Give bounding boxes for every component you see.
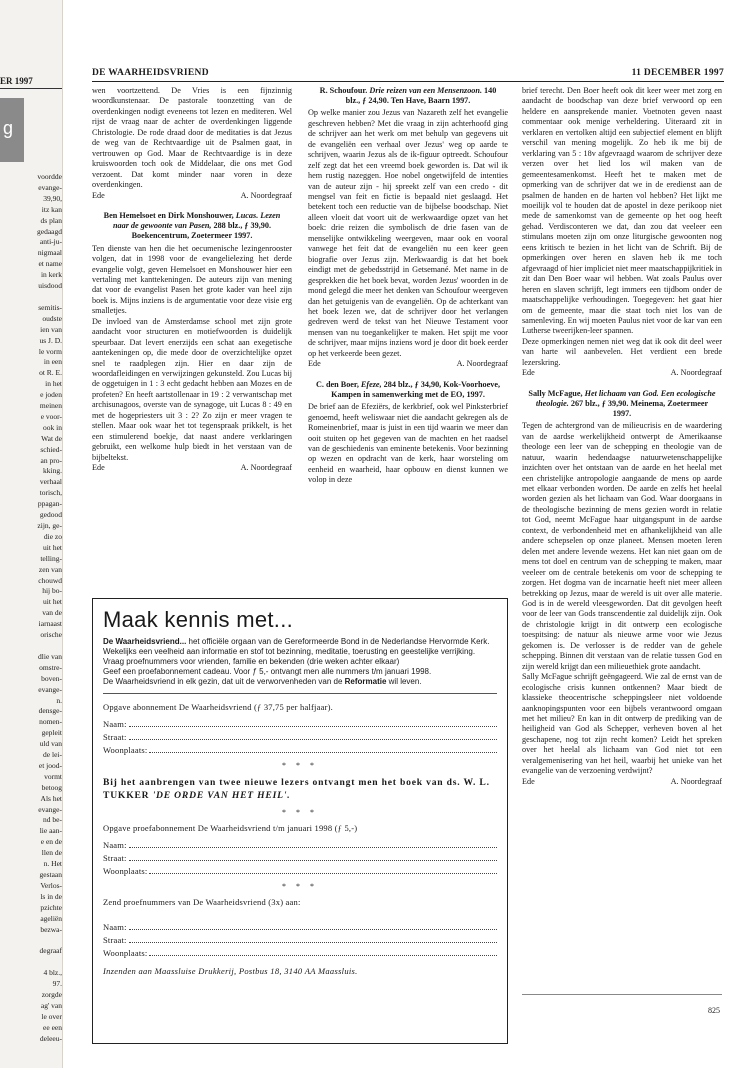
review-book-info: 267 blz., ƒ 39,90. Meinema, Zoetermeer 1997. <box>570 398 709 419</box>
review-author: C. den Boer, <box>315 379 359 389</box>
previous-page-line: pzichte <box>40 902 62 912</box>
review-book-info: 284 blz., ƒ 34,90, Kok-Voorhoeve, Kampen in samenwerking met de EO, 1997. <box>331 379 501 399</box>
signature-place: Ede <box>308 359 321 369</box>
previous-page-line: schied- <box>40 444 62 454</box>
previous-page-line: voordde <box>37 172 62 181</box>
previous-page-line: Wat de <box>41 433 62 443</box>
signature-author: A. Noordegraaf <box>670 776 722 786</box>
sample-form-title: Zend proefnummers van De Waarheidsvriend (3x) aan: <box>103 897 301 907</box>
previous-page-line: uld van <box>39 739 62 749</box>
previous-page-line: Als het <box>40 793 62 803</box>
field-label: Naam: <box>103 719 127 729</box>
previous-page-glyph: g <box>3 118 14 138</box>
ad-title: Maak kennis met... <box>103 607 294 632</box>
previous-page-line: semitis- <box>38 302 62 312</box>
name-field[interactable] <box>103 919 497 932</box>
previous-page-line: zen van <box>38 564 62 574</box>
review-paragraph: wen voortzettend. De Vries is een fijnzinnig woordkunstenaar. De pastorale toonzetting van de overdenkingen nodigt eveneens tot lezen en mediteren. Wel rijst de vraag naar de achter de overdenkingen liggende Christologie. De rode draad door de meditaties is dat Jezus de weg van de Rechtvaardige uit de Psalmen gaat, in vertrouwen op God. Maar de Rechtvaardige is in deze kruiswoorden toch ook de Middelaar, die ons met God verzoent. Dat komt minder naar voren in deze overdenkingen. <box>92 86 292 190</box>
previous-page-line: et jood- <box>38 760 62 770</box>
review-book-info: 288 blz., ƒ 39,90. Boekencentrum, Zoetermeer 1997. <box>131 221 272 241</box>
city-field[interactable] <box>103 945 497 958</box>
previous-page-line: meinen <box>39 401 62 411</box>
previous-page-line: gestaan <box>39 870 62 879</box>
ad-intro-text: Wekelijks een veelheid aan informatie en stof tot bezinning, meditatie, toerusting en geestelijke verrijking. <box>103 647 476 656</box>
review-book-title: Het lichaam van God. Een ecologische theologie. <box>535 388 716 408</box>
previous-page-line: torisch, <box>39 488 62 498</box>
previous-page-line: vormt <box>44 771 62 781</box>
review-paragraph: Tegen de achtergrond van de milieucrisis en de waardering van de aardse werkelijkheid ontwerpt de Amerikaanse theologe een leer van de schepping en theologie van de natuur, waarin hedendaagse natuurwetenschappelijke inzichten over het ontstaan van de aarde en het heelal met een christelijke antropologie aangaande de mens op aarde met elkaar verbonden worden. De aarde en zelfs het heelal worden gezien als het lichaam van God. Waar doorgaans in de theologische bezinning de mens gezien wordt in relatie tot God, neemt McFague haar uitgangspunt in de aardse context, de verbondenheid met en afhankelijkheid van alle andere schepselen op onze planeet. Mensen moeten leren delen met andere levende wezens. Het kan niet gaan om de mens tot doel en centrum van de schepping te maken, maar veeleer om de centrale betekenis om voor de schepping te zorgen. Het dogma van de incarnatie heeft niet meer alleen betrekking op Jezus, maar de wereld is uit over alle materie. God is in de wereld vleesgeworden. Dat dit gevolgen heeft voor de leer van Gods transcendentie zal duidelijk zijn. Ook de christologie krijgt in dit ontwerp een ecologische toespitsing: de natuur als nieuwe arme voor wie Jezus gekomen is. De verlosser is de redder van de gehele schepping. Binnen dit verstaan van de relatie tussen God en zijn wereld krijgt dan een milieuethiek grote aandacht. <box>522 421 722 671</box>
trial-form-title: Opgave proefabonnement De Waarheidsvriend t/m januari 1998 (ƒ 5,-) <box>103 823 358 833</box>
previous-page-line: ag' van <box>40 1000 62 1010</box>
previous-page-line: evange- <box>38 684 62 694</box>
previous-page-edge <box>0 0 63 1068</box>
running-header <box>92 68 724 80</box>
previous-page-line: evange- <box>38 182 62 192</box>
previous-page-line: anti-ju- <box>39 237 62 247</box>
promotion-body: Bij het aanbrengen van twee nieuwe lezers ontvangt men het boek van ds. W. L. TUKKER <box>103 777 490 801</box>
previous-page-line: lie aan- <box>39 826 62 836</box>
previous-page-line: 4 blz., <box>43 968 62 978</box>
previous-page-line: verhaal <box>39 477 62 487</box>
review-author: Ben Hemelsoet en Dirk Monshouwer, <box>103 210 234 220</box>
previous-page-line: kking. <box>43 466 62 476</box>
previous-page-line: de lei- <box>43 750 62 760</box>
previous-page-line: ien van <box>40 324 62 334</box>
previous-page-line: n. Het <box>43 859 62 869</box>
previous-page-line: gepleit <box>41 728 62 738</box>
previous-page-line: itz kan <box>41 204 62 214</box>
previous-page-line: zorgde <box>41 989 62 999</box>
field-line[interactable] <box>149 955 497 956</box>
field-label: Straat: <box>103 853 127 863</box>
send-address: Inzenden aan Maassluise Drukkerij, Postbus 18, 3140 AA Maassluis. <box>103 966 358 976</box>
review-signature <box>522 368 722 378</box>
previous-page-line: ee een <box>43 1022 62 1032</box>
previous-page-line: ds plan <box>40 215 62 225</box>
previous-page-line: in het <box>45 379 62 389</box>
previous-page-line: nd be- <box>43 815 62 825</box>
previous-page-line: n. <box>56 695 62 705</box>
ad-intro-lead: De Waarheidsvriend... <box>103 637 187 646</box>
previous-page-line: betoog <box>41 782 62 792</box>
previous-page-line: an pro- <box>40 455 62 465</box>
previous-page-image <box>0 98 24 162</box>
previous-page-line: van de <box>42 608 62 618</box>
signature-author: A. Noordegraaf <box>456 359 508 369</box>
previous-page-line: iarnaast <box>38 619 62 629</box>
previous-page-text <box>4 172 62 1045</box>
street-field[interactable] <box>103 729 497 742</box>
review-heading <box>96 211 288 242</box>
previous-page-line: et name <box>38 259 62 269</box>
field-line[interactable] <box>149 752 497 753</box>
previous-page-line: omstre- <box>39 662 62 672</box>
previous-page-line <box>4 935 62 946</box>
review-author: Sally McFague, <box>528 388 583 398</box>
field-line[interactable] <box>129 929 497 930</box>
city-field[interactable] <box>103 742 497 755</box>
review-book-title: Lucas. Lezen naar de gewoonte van Pasen, <box>112 210 281 231</box>
field-label: Naam: <box>103 922 127 932</box>
review-paragraph: Ten dienste van hen die het oecumenische lezingenrooster volgen, dat in 1998 voor de evangelielezing het derde evangelie volgt, geven Hemelsoet en Monshouwer hier een vertaling met kanttekeningen. De auteurs zijn van mening dat voor de evangelist Pasen het grote kader van heel zijn boek is. Mijns inziens is de argumentatie voor deze visie erg smalletjes. <box>92 243 292 316</box>
previous-page-line: 39,90, <box>43 193 62 203</box>
field-line[interactable] <box>129 847 497 848</box>
review-signature <box>92 191 292 201</box>
review-heading <box>312 86 504 106</box>
previous-page-line: telling- <box>40 553 62 563</box>
previous-page-line: deleeu- <box>39 1033 62 1043</box>
previous-page-line: llen de <box>41 848 62 858</box>
previous-page-line: e en de <box>40 837 62 847</box>
name-field[interactable] <box>103 716 497 729</box>
ad-intro-text: Vraag proefnummers voor vrienden, familie en bekenden (drie weken achter elkaar) <box>103 657 400 666</box>
section-separator: * * * <box>282 808 318 817</box>
column-2 <box>308 86 508 486</box>
field-label: Straat: <box>103 935 127 945</box>
name-field[interactable] <box>103 837 497 850</box>
field-label: Woonplaats: <box>103 866 148 876</box>
ad-intro-text: Geef een proefabonnement cadeau. Voor ƒ 5,- ontvangt men alle nummers t/m januari 1998. <box>103 667 432 676</box>
previous-page-line: densge- <box>38 706 62 716</box>
previous-page-line: ls in de <box>40 891 62 901</box>
issue-date: 11 DECEMBER 1997 <box>631 68 724 78</box>
previous-page-line: ageliën <box>40 913 62 923</box>
field-line[interactable] <box>129 726 497 727</box>
previous-page-rule <box>0 88 62 89</box>
section-separator: * * * <box>282 761 318 770</box>
previous-page-line: boven- <box>41 673 62 683</box>
previous-page-line: bezwa- <box>40 924 62 934</box>
previous-page-line: Verlos- <box>40 880 62 890</box>
previous-page-line: die zo <box>43 531 62 541</box>
previous-page-line: oudste <box>42 313 62 323</box>
review-paragraph: Deze opmerkingen nemen niet weg dat ik ook dit deel weer van harte wil aanbevelen. Het verdient een brede lezerskring. <box>522 336 722 367</box>
previous-page-line: nomen- <box>39 717 62 727</box>
street-field[interactable] <box>103 932 497 945</box>
previous-page-line: dlie van <box>38 651 62 661</box>
field-label: Woonplaats: <box>103 948 148 958</box>
previous-page-line: gedaagd <box>37 226 62 236</box>
ad-divider <box>103 693 497 694</box>
signature-place: Ede <box>92 190 105 200</box>
previous-page-line <box>4 641 62 652</box>
review-signature <box>308 359 508 369</box>
previous-page-line: ot R. E. <box>39 368 62 378</box>
promotion-text <box>103 776 497 802</box>
previous-page-line: in kerk <box>40 270 62 280</box>
review-paragraph: Op welke manier zou Jezus van Nazareth zelf het evangelie geschreven hebben? Met die vraag in zijn achterhoofd ging de schrijver aan het werk om met behulp van gegevens uit de evangeliën een verhaal over Jezus' weg op aarde te schrijven, waarin Jezus als de ik-figuur optreedt. Schoufour zelf zegt dat het een vreemd boek geworden is. Dat wil ik hem rustig nazeggen. Hoe nobel ongetwijfeld de intenties van de auteur zijn - hij spreekt zelf van een credo - dit mengsel van feit en fictie is bepaald niet geslaagd. Het betekent toch een reductie van de bijbelse boodschap. Niet alleen vloeit dat voort uit de werkwaardige opzet van het boek: drie reizen die symbolisch de drie fasen van de menselijke ontwikkeling weergeven, maar ook en vooral vanwege het feit dat de evangeliën nu een keer geen biografie over Jezus zijn. Merkwaardig is dat het boek eindigt met de gebedsstrijd in Getsemané. Met name in de gesprekken die het boek bevat, worden Jezus' woorden in de mond gelegd die meer het denken van Schoufour weergeven dan het getuigenis van de evangeliën. Op de achterkant van het boek lezen we, dat de schrijver door het verlangen gedreven werd de tekst van het Nieuwe Testament voor mensen van nu toegankelijker te maken. Het spijt me voor de schrijver, maar mijns inziens word je door dit boek eerder op het verkeerde been gezet. <box>308 108 508 358</box>
street-field[interactable] <box>103 850 497 863</box>
previous-page-line: gedood <box>39 510 62 520</box>
previous-page-line: hij bo- <box>42 586 62 596</box>
review-paragraph: De invloed van de Amsterdamse school met zijn grote aandacht voor structuren en motiefwoorden is duidelijk speurbaar. Dat levert enerzijds een schat aan exegetische aantekeningen op, die mede door de overzichtelijke opzet snel te raadplegen zijn. Hier en daar zijn de woordafleidingen en verwijzingen gekunsteld. Zou Lucas bij de oggetuigen in 1 : 3 echt gedacht hebben aan Mozes en de profeten? En heeft aartstollenaar in 19 : 2 verwantschap met archisunagoos, overste van de synagoge, uit Lucas 8 : 49 en met de hogepriesters uit 3 : 2? Zo zijn er meer vragen te stellen. Maar ook waar het tot tegenspraak prikkelt, is het een stimulerend boekje, dat naast andere verklaringen gebruikt, een welkome hulp biedt in het verstaan van de bijbeltekst. <box>92 316 292 462</box>
signature-author: A. Noordegraaf <box>670 368 722 378</box>
ad-intro-text: wil leven. <box>386 677 422 686</box>
previous-page-line <box>4 957 62 968</box>
signature-place: Ede <box>522 368 535 378</box>
header-rule <box>92 81 724 82</box>
previous-page-line: in een <box>43 357 62 367</box>
publication-name: DE WAARHEIDSVRIEND <box>92 68 209 78</box>
review-paragraph: De brief aan de Efeziërs, de kerkbrief, ook wel Pinksterbrief genoemd, heeft weliswaar niet die aandacht gekregen als de Romeinenbrief, maar is juist in een tijd waarin we meer dan ooit stuiten op het gegeven van de machten en het raadsel van de geschiedenis van eminente betekenis. Voor bezinning op wezen en opdracht van de kerk, haar worsteling om eenheid en waarheid, haar opbouw en dienst kunnen we volop in deze <box>308 402 508 485</box>
column-1 <box>92 86 292 474</box>
column-3 <box>522 86 722 787</box>
previous-page-line: uit het <box>43 542 62 552</box>
previous-page-line: le vorm <box>38 346 62 356</box>
ad-intro <box>103 637 497 687</box>
previous-page-line: e joden <box>40 390 62 400</box>
review-book-info: 140 blz., ƒ 24,90. Ten Have, Baarn 1997. <box>345 86 497 106</box>
signature-place: Ede <box>522 776 535 786</box>
previous-page-line: le over <box>41 1011 62 1021</box>
field-line[interactable] <box>129 942 497 943</box>
field-line[interactable] <box>129 739 497 740</box>
review-paragraph: Sally McFague schrijft geëngageerd. Wie zal de ernst van de ecologische crisis kunnen ontkennen? Maar biedt de klassieke theocentrische scheppingsleer niet voldoende aanknopingspunten voor een bijbels verantwoord omgaan met het milieu? En kan in dit ontwerp de prediking van de heiligheid van God als Schepper, verheven boven al het geschapene, nog tot zijn recht komen? Leidt het spreken over het heelal als lichaam van God niet tot een veralgemenisering van het heil, waarbij het unieke van het evangelie van de verzoening verdwijnt? <box>522 672 722 776</box>
field-label: Straat: <box>103 732 127 742</box>
previous-page-line: us J. D. <box>39 335 62 345</box>
review-signature <box>92 463 292 473</box>
section-separator: * * * <box>282 882 318 891</box>
subscription-form-title: Opgave abonnement De Waarheidsvriend (ƒ 37,75 per halfjaar). <box>103 702 333 712</box>
signature-author: A. Noordegraaf <box>240 463 292 473</box>
review-author: R. Schoufour. <box>319 86 368 95</box>
promotion-book-title: 'DE ORDE VAN HET HEIL'. <box>152 790 291 801</box>
review-book-title: Efeze, <box>360 379 382 389</box>
field-label: Woonplaats: <box>103 745 148 755</box>
ad-intro-text: het officiële orgaan van de Gereformeerde Bond in de Nederlandse Hervormde Kerk. <box>186 637 490 646</box>
signature-author: A. Noordegraaf <box>240 190 292 200</box>
previous-page-header: ER 1997 <box>0 76 33 86</box>
previous-page-line: uisdood <box>38 281 62 291</box>
subscription-advertisement <box>92 598 508 1044</box>
previous-page-line: 97. <box>52 979 62 989</box>
column-end-rule <box>522 994 722 995</box>
previous-page-line: uit het <box>43 597 62 607</box>
city-field[interactable] <box>103 863 497 876</box>
previous-page-line: chouwd <box>38 575 62 585</box>
previous-page-line: ppagan- <box>37 499 62 509</box>
previous-page-line <box>4 292 62 303</box>
signature-place: Ede <box>92 463 105 473</box>
page-number: 825 <box>708 1006 720 1015</box>
previous-page-line: evange- <box>38 804 62 814</box>
previous-page-line: zijn, ge- <box>37 521 62 530</box>
field-line[interactable] <box>149 873 497 874</box>
review-paragraph: brief terecht. Den Boer heeft ook dit keer weer met zorg en aandacht de boodschap van deze brief verwoord op een heldere en aansprekende manier. Voetnoten geven naast commentaar ook menige verheldering. Uiteraard zit in verklaren en vertolken altijd een subjectief element en blijft verschil van mening mogelijk. Zo heb ik me bij de verklaring van 5 : 18v afgevraagd waarom de schrijver deze verzen over het lied los wil maken van de gemeentesamenkomst. Heeft het te maken met de opmerking van de schrijver dat we in de eredienst aan de psalmen de handen en de harten vol hebben? Het lijkt me moeilijk vol te houden dat de apostel in deze perikoop niet mede de samenkomst van de gemeente op het oog heeft gehad. Verdisconteren we dat, dan zou dat veeleer een stimulans moeten zijn om onze liturgische gewoonten nog eens kritisch te bezien in het licht van de Schrift. Bij de opmerkingen over heren en slaven heb ik me toch afgevraagd of hier impliciet niet meer maatschappijkritiek in zit dan Den Boer waar wil hebben. Wat zoals Paulus over heren en slaven schrijft, legt immers een tijdbom onder de maatschappelijke verhoudingen. Toegegeven: het gaat hier om de gemeente, maar die staat toch niet los van de samenleving. En wij moeten Paulus niet voor de kar van een Lutherse tweerijken-leer spannen. <box>522 86 722 336</box>
field-line[interactable] <box>129 860 497 861</box>
previous-page-line: ook in <box>43 422 62 432</box>
review-heading <box>526 389 718 420</box>
review-heading <box>312 380 504 400</box>
ad-intro-text: De Waarheidsvriend in elk gezin, dat uit de verworvenheden van de <box>103 677 345 686</box>
field-label: Naam: <box>103 840 127 850</box>
previous-page-line: nigmaal <box>37 248 62 258</box>
review-signature <box>522 777 722 787</box>
ad-intro-emphasis: Reformatie <box>344 677 387 686</box>
previous-page-line: orische <box>40 630 62 640</box>
previous-page-line: degraaf <box>39 946 62 956</box>
review-book-title: Drie reizen van een Mensenzoon. <box>369 86 482 95</box>
previous-page-line: e voor- <box>40 411 62 421</box>
newspaper-page <box>84 60 726 1060</box>
